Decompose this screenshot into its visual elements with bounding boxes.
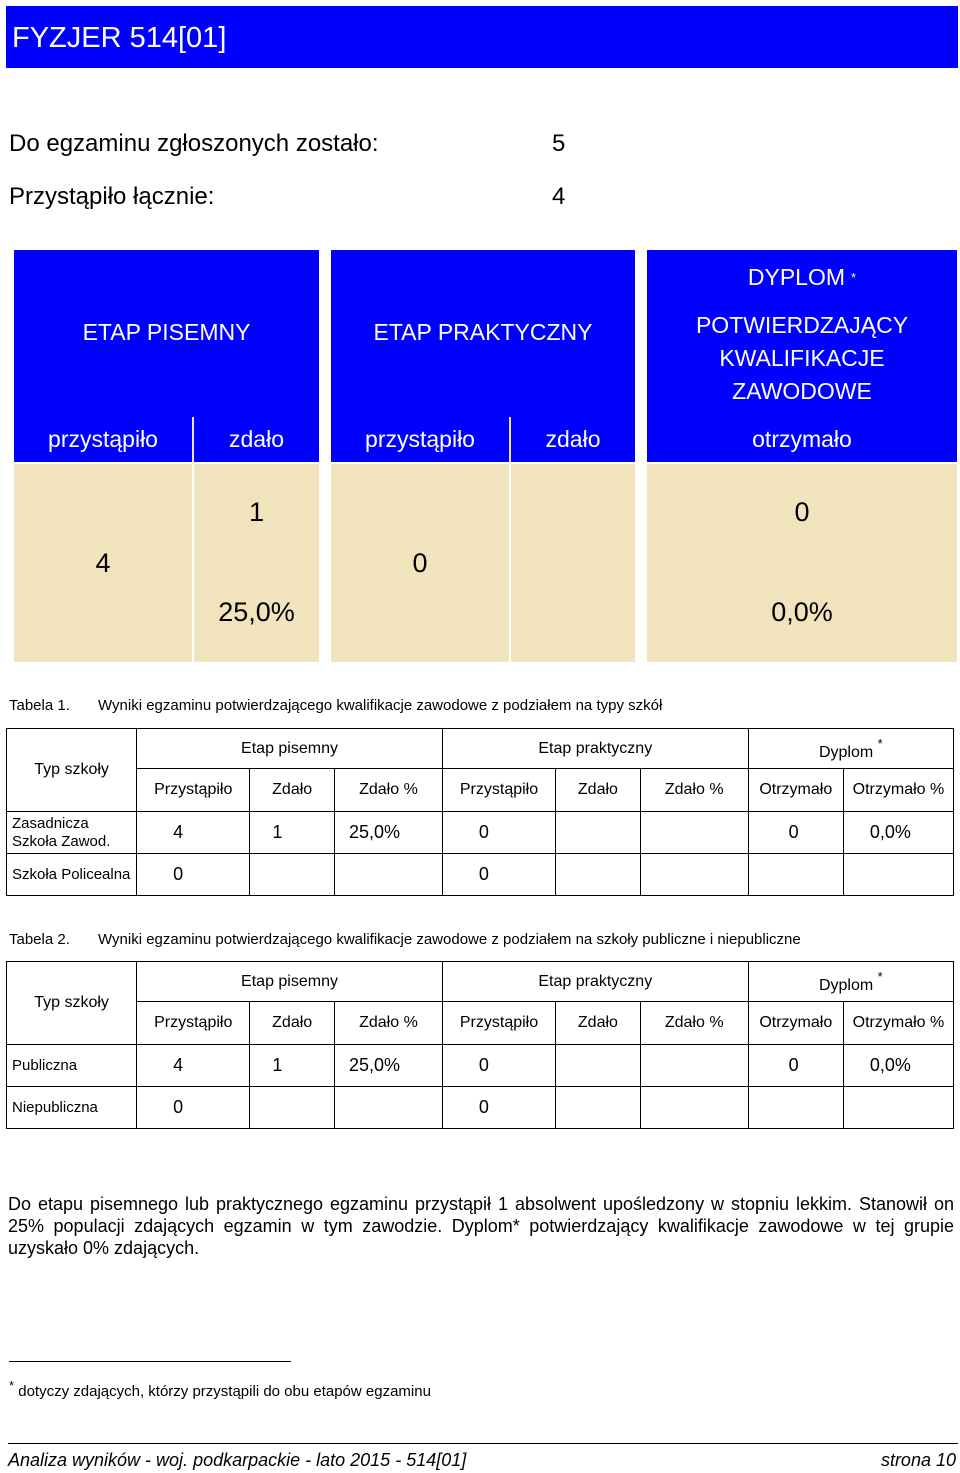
table2-group-diploma — [748, 962, 953, 1002]
table2-h-received-pct: Otrzymało % — [843, 1002, 953, 1045]
table1-row1-d-rec: 0 — [748, 812, 843, 854]
table2-group-practical: Etap praktyczny — [442, 962, 748, 1002]
diploma-values — [647, 464, 957, 662]
practical-values-divider — [509, 464, 511, 662]
practical-passed-label: zdało — [545, 426, 601, 452]
table1-row2-p-pct — [640, 854, 748, 896]
written-stage-values — [14, 464, 319, 662]
footnote-separator — [9, 1361, 291, 1362]
table1-group-written: Etap pisemny — [137, 729, 443, 769]
table-row — [7, 854, 954, 896]
table2-row1-d-rec: 0 — [748, 1045, 843, 1087]
table2-row2-w-pass — [250, 1087, 335, 1129]
table2-h-received: Otrzymało — [748, 1002, 843, 1045]
table1-caption-text: Wyniki egzaminu potwierdzającego kwalifikacje zawodowe z podziałem na typy szkół — [98, 697, 663, 714]
footer-right: strona 10 — [880, 1450, 956, 1470]
summary-paragraph: Do etapu pisemnego lub praktycznego egzaminu przystąpił 1 absolwent upośledzony w stopniu lekkim. Stanowił on 25% populacji zdających egzamin w tym zawodzie. Dyplom* potwierdzający kwalifikacje zawodowe w tej grupie uzyskało 0% zdających. — [8, 1194, 954, 1258]
table1-h-passed: Zdało — [250, 769, 335, 812]
table2-row1-p-att: 0 — [442, 1045, 555, 1087]
table1-row1-w-pass: 1 — [250, 812, 335, 854]
table1-h-attended2: Przystąpiło — [442, 769, 555, 812]
table1-row2-w-att: 0 — [137, 854, 250, 896]
table1-diploma-text: Dyplom — [818, 743, 874, 761]
table2-diploma-star: * — [877, 968, 883, 984]
table2-diploma-text: Dyplom — [818, 976, 874, 994]
table2-row1-w-pass: 1 — [250, 1045, 335, 1087]
table-row — [7, 1045, 954, 1087]
table2-row2-name: Niepubliczna — [7, 1087, 137, 1129]
diploma-received-label: otrzymało — [752, 426, 852, 452]
table2-row2-d-rec — [748, 1087, 843, 1129]
table2-h-attended: Przystąpiło — [137, 1002, 250, 1045]
table1-group-practical: Etap praktyczny — [442, 729, 748, 769]
footnote-star: * — [9, 1378, 15, 1393]
table2-row1-w-att: 4 — [137, 1045, 250, 1087]
written-attended-value: 4 — [95, 547, 111, 578]
table2-row1-d-pct: 0,0% — [843, 1045, 953, 1087]
written-attended-label: przystąpiło — [48, 426, 158, 452]
written-passed-label: zdało — [229, 426, 284, 452]
diploma-title-text: DYPLOM — [747, 263, 846, 290]
table2-caption-label: Tabela 2. — [9, 931, 70, 948]
table2-col-type: Typ szkoły — [7, 962, 137, 1045]
diploma-sub2: KWALIFIKACJE — [719, 344, 885, 371]
diploma-header — [647, 250, 957, 462]
table-row — [7, 1087, 954, 1129]
page-header-bar — [6, 6, 958, 68]
practical-stage-values — [331, 464, 635, 662]
registered-label: Do egzaminu zgłoszonych zostało: — [9, 130, 379, 157]
table2-row2-d-pct — [843, 1087, 953, 1129]
table1-row2-d-pct — [843, 854, 953, 896]
diploma-sub1: POTWIERDZAJĄCY — [695, 311, 909, 338]
table1-h-received-pct: Otrzymało % — [843, 769, 953, 812]
page-title: FYZJER 514[01] — [12, 22, 227, 54]
table1-row2-p-att: 0 — [442, 854, 555, 896]
table1-row1-p-att: 0 — [442, 812, 555, 854]
written-stage-title: ETAP PISEMNY — [82, 319, 251, 345]
practical-attended-value: 0 — [412, 547, 428, 578]
table2-row2-p-att: 0 — [442, 1087, 555, 1129]
table1-h-attended: Przystąpiło — [137, 769, 250, 812]
table2-row2-w-att: 0 — [137, 1087, 250, 1129]
table1-group-diploma — [748, 729, 953, 769]
table1-row2-name: Szkoła Policealna — [7, 854, 137, 896]
table1 — [6, 728, 954, 896]
practical-stage-title: ETAP PRAKTYCZNY — [373, 319, 593, 345]
written-passed-pct: 25,0% — [218, 596, 295, 627]
table2-caption-text: Wyniki egzaminu potwierdzającego kwalifikacje zawodowe z podziałem na szkoły publiczne i niepubliczne — [98, 931, 801, 948]
table2-row1-p-pct — [640, 1045, 748, 1087]
table2-h-passed-pct2: Zdało % — [640, 1002, 748, 1045]
practical-attended-label: przystąpiło — [365, 426, 475, 452]
table2-row2-p-pass — [556, 1087, 641, 1129]
table1-row1-name: Zasadnicza Szkoła Zawod. — [7, 812, 137, 854]
table1-row2-w-pass — [250, 854, 335, 896]
table2-row1-name: Publiczna — [7, 1045, 137, 1087]
table1-diploma-star: * — [877, 735, 883, 751]
registered-value: 5 — [552, 130, 566, 157]
table2-h-passed2: Zdało — [556, 1002, 641, 1045]
table1-row2-p-pass — [556, 854, 641, 896]
table1-row1-w-pct: 25,0% — [334, 812, 442, 854]
table2-row1-w-pct: 25,0% — [334, 1045, 442, 1087]
table1-row2-w-pct — [334, 854, 442, 896]
diploma-star: * — [851, 269, 857, 285]
written-passed-value: 1 — [248, 496, 265, 527]
table1-h-passed2: Zdało — [556, 769, 641, 812]
diploma-received-value: 0 — [794, 496, 810, 527]
table2-h-passed-pct: Zdało % — [334, 1002, 442, 1045]
footer-rule — [8, 1443, 958, 1444]
table2-group-written: Etap pisemny — [137, 962, 443, 1002]
diploma-received-pct: 0,0% — [771, 596, 833, 627]
diploma-sub3: ZAWODOWE — [732, 377, 872, 404]
table1-h-passed-pct2: Zdało % — [640, 769, 748, 812]
written-stage-header — [14, 250, 319, 462]
table1-col-type: Typ szkoły — [7, 729, 137, 812]
attended-label: Przystąpiło łącznie: — [9, 183, 215, 210]
table2-row1-p-pass — [556, 1045, 641, 1087]
table1-row1-d-pct: 0,0% — [843, 812, 953, 854]
table2 — [6, 961, 954, 1129]
table1-row1-w-att: 4 — [137, 812, 250, 854]
practical-stage-header — [331, 250, 635, 462]
footer-left: Analiza wyników - woj. podkarpackie - lato 2015 - 514[01] — [8, 1450, 467, 1470]
table2-row2-p-pct — [640, 1087, 748, 1129]
footnote — [9, 1378, 431, 1400]
table1-row1-p-pct — [640, 812, 748, 854]
table1-row2-d-rec — [748, 854, 843, 896]
diploma-title — [647, 262, 957, 292]
table2-row2-w-pct — [334, 1087, 442, 1129]
table1-h-passed-pct: Zdało % — [334, 769, 442, 812]
table1-caption-label: Tabela 1. — [9, 697, 70, 714]
table2-h-passed: Zdało — [250, 1002, 335, 1045]
table-row — [7, 812, 954, 854]
footnote-text: dotyczy zdających, którzy przystąpili do obu etapów egzaminu — [18, 1383, 431, 1400]
table1-row1-p-pass — [556, 812, 641, 854]
attended-value: 4 — [552, 183, 566, 210]
table1-h-received: Otrzymało — [748, 769, 843, 812]
table2-h-attended2: Przystąpiło — [442, 1002, 555, 1045]
